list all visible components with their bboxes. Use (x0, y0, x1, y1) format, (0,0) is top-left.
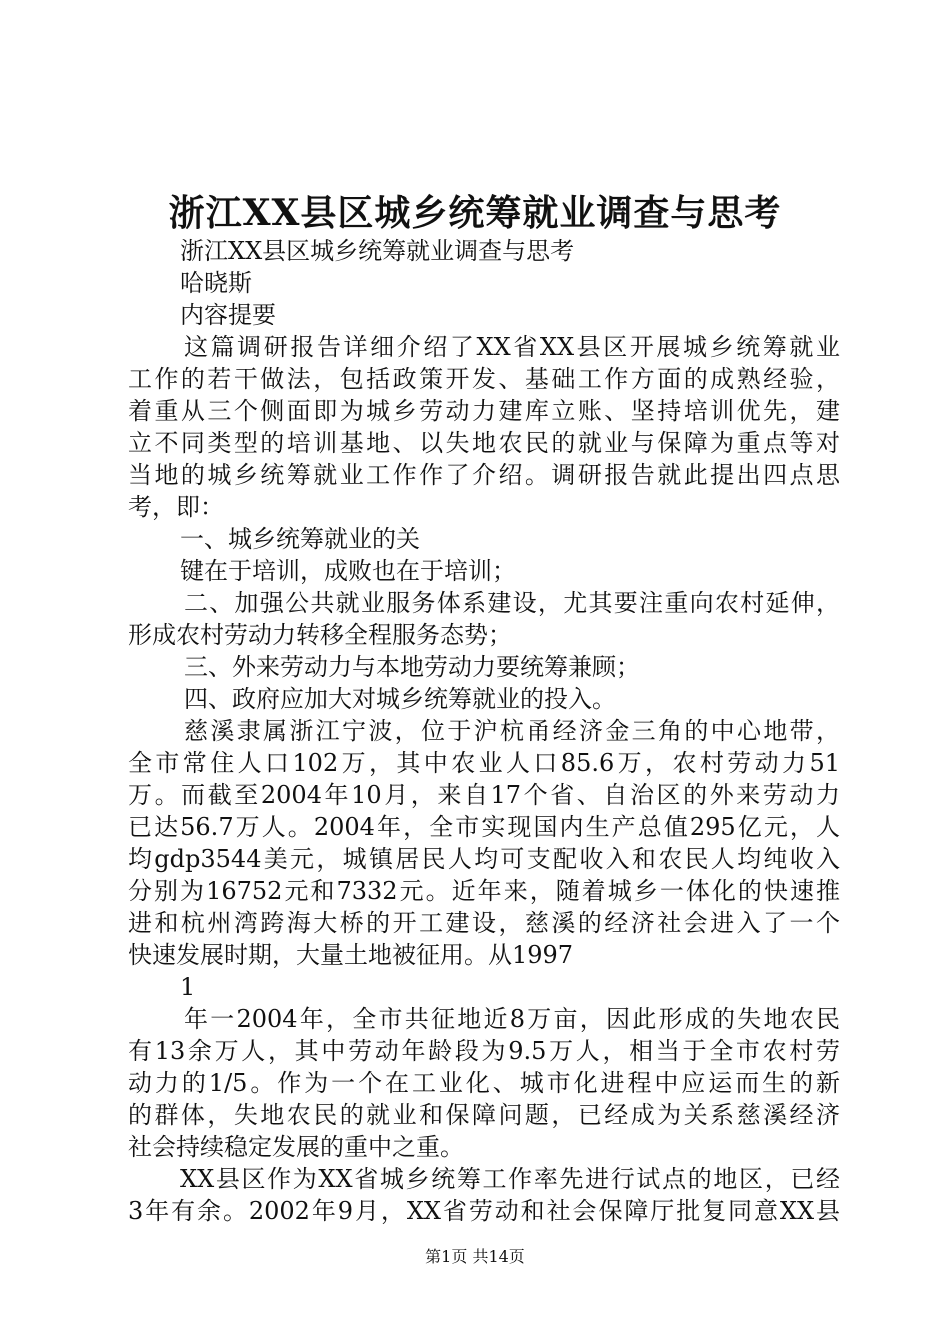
text-line: 的群体，失地农民的就业和保障问题，已经成为关系慈溪经济 (128, 1101, 840, 1129)
text-line: XX县区作为XX省城乡统筹工作率先进行试点的地区，已经 (180, 1165, 840, 1193)
text-line: 哈晓斯 (180, 269, 252, 297)
text-line: 内容提要 (180, 301, 276, 329)
text-line: 四、政府应加大对城乡统筹就业的投入。 (184, 685, 616, 713)
text-line: 全市常住人口102万，其中农业人口85.6万，农村劳动力51 (128, 749, 840, 777)
document-title: 浙江XX县区城乡统筹就业调查与思考 (168, 192, 782, 234)
text-line: 着重从三个侧面即为城乡劳动力建库立账、坚持培训优先，建 (128, 397, 840, 425)
text-line: 分别为16752元和7332元。近年来，随着城乡一体化的快速推 (128, 877, 840, 905)
text-line: 立不同类型的培训基地、以失地农民的就业与保障为重点等对 (128, 429, 840, 457)
text-line: 形成农村劳动力转移全程服务态势； (128, 621, 512, 649)
text-line: 社会持续稳定发展的重中之重。 (128, 1133, 464, 1161)
text-line: 二、加强公共就业服务体系建设，尤其要注重向农村延伸， (184, 589, 840, 617)
text-line: 1 (180, 973, 196, 1001)
text-line: 快速发展时期，大量土地被征用。从1997 (128, 941, 574, 969)
text-line: 考，即： (128, 493, 224, 521)
text-line: 进和杭州湾跨海大桥的开工建设，慈溪的经济社会进入了一个 (128, 909, 840, 937)
text-line: 有13余万人，其中劳动年龄段为9.5万人，相当于全市农村劳 (128, 1037, 840, 1065)
text-line: 动力的1/5。作为一个在工业化、城市化进程中应运而生的新 (128, 1069, 840, 1097)
text-line: 键在于培训，成败也在于培训； (180, 557, 516, 585)
text-line: 3年有余。2002年9月，XX省劳动和社会保障厅批复同意XX县 (128, 1197, 840, 1225)
text-line: 万。而截至2004年10月，来自17个省、自治区的外来劳动力 (128, 781, 840, 809)
text-line: 已达56.7万人。2004年，全市实现国内生产总值295亿元，人 (128, 813, 840, 841)
text-line: 一、城乡统筹就业的关 (180, 525, 420, 553)
text-line: 慈溪隶属浙江宁波，位于沪杭甬经济金三角的中心地带， (184, 717, 840, 745)
text-line: 三、外来劳动力与本地劳动力要统筹兼顾； (184, 653, 640, 681)
document-body (128, 235, 840, 1227)
page-number-footer: 第1页 共14页 (425, 1247, 525, 1266)
text-line: 年一2004年，全市共征地近8万亩，因此形成的失地农民 (184, 1005, 840, 1033)
text-line: 当地的城乡统筹就业工作作了介绍。调研报告就此提出四点思 (128, 461, 840, 489)
text-line: 这篇调研报告详细介绍了XX省XX县区开展城乡统筹就业 (184, 333, 840, 361)
text-line: 工作的若干做法，包括政策开发、基础工作方面的成熟经验， (128, 365, 840, 393)
text-line: 均gdp3544美元，城镇居民人均可支配收入和农民人均纯收入 (128, 845, 840, 873)
text-line: 浙江XX县区城乡统筹就业调查与思考 (180, 237, 575, 265)
